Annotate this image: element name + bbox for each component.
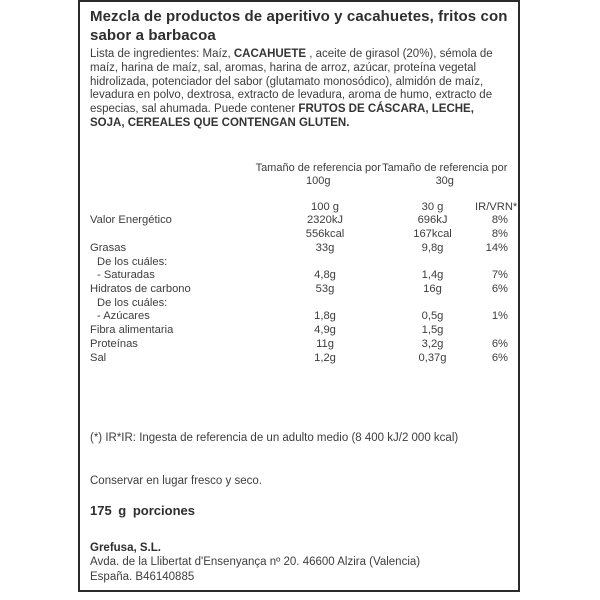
ingredients-intro: Lista de ingredientes: Maíz, — [90, 48, 234, 60]
manufacturer-address: Avda. de la Llibertat d'Ensenyança nº 20. 46600 Alzira (Valencia) — [90, 556, 421, 569]
reference-size-100g — [255, 162, 382, 188]
table-row-fat — [90, 242, 508, 256]
row-label: Sal — [90, 351, 107, 364]
row-value-ir: 7% — [491, 269, 508, 282]
row-value-100g: 2320kJ — [306, 214, 344, 227]
ingredients-text — [90, 48, 508, 131]
row-value-30g: 167kcal — [413, 228, 452, 241]
row-value-30g: 1,4g — [421, 269, 444, 282]
header-ir-vrn: IR/VRN* — [475, 200, 518, 213]
table-row-sugars — [90, 310, 508, 324]
row-value-100g: 33g — [315, 241, 335, 254]
row-label: - Saturadas — [97, 269, 155, 282]
row-value-30g: 0,37g — [418, 351, 447, 364]
reference-size-100g-line1: Tamaño de referencia por — [255, 161, 381, 174]
row-value-30g: 1,5g — [421, 324, 444, 337]
header-100g: 100 g — [311, 200, 339, 213]
storage-instructions: Conservar en lugar fresco y seco. — [90, 475, 262, 488]
row-value-30g — [390, 297, 475, 311]
product-label — [78, 0, 520, 592]
row-value-30g: 0,5g — [421, 310, 444, 323]
row-value-ir — [475, 256, 508, 270]
row-value-100g: 1,2g — [314, 351, 336, 364]
row-value-100g: 4,8g — [314, 269, 336, 282]
row-label: Valor Energético — [90, 214, 172, 227]
table-row-carbohydrate — [90, 283, 508, 297]
table-row-saturates — [90, 269, 508, 283]
row-value-30g — [390, 256, 475, 270]
row-value-100g — [260, 256, 390, 270]
row-value-ir: 8% — [491, 228, 508, 241]
row-value-30g: 696kJ — [417, 214, 448, 227]
row-value-100g: 556kcal — [305, 228, 345, 241]
row-value-30g: 3,2g — [421, 337, 444, 350]
row-label: De los cuáles: — [97, 255, 168, 268]
table-row-salt — [90, 352, 508, 366]
manufacturer-name: Grefusa, S.L. — [90, 542, 161, 555]
table-row-fat-of-which — [90, 256, 508, 270]
reference-intake-footnote: (*) IR*IR: Ingesta de referencia de un adulto medio (8 400 kJ/2 000 kcal) — [90, 432, 459, 445]
portion-size: 175 g porciones — [90, 503, 195, 519]
row-value-100g — [260, 297, 390, 311]
row-label: Fibra alimentaria — [90, 324, 174, 337]
reference-size-100g-line2: 100g — [306, 174, 331, 187]
reference-size-30g-line2: 30g — [435, 174, 454, 187]
product-title: Mezcla de productos de aperitivo y cacahuetes, fritos con sabor a barbacoa — [90, 8, 508, 44]
row-value-ir: 14% — [485, 241, 508, 254]
row-value-ir — [475, 324, 508, 338]
table-row-energy-kcal — [90, 228, 508, 242]
row-label: Proteínas — [90, 337, 138, 350]
row-label: - Azúcares — [97, 310, 150, 323]
row-value-100g: 1,8g — [314, 310, 336, 323]
row-value-ir — [475, 297, 508, 311]
row-value-ir: 1% — [491, 310, 508, 323]
reference-size-headers — [255, 162, 508, 188]
row-value-ir: 6% — [491, 351, 508, 364]
row-label: Grasas — [90, 241, 127, 254]
table-row-fibre — [90, 324, 508, 338]
row-value-30g: 9,8g — [421, 241, 444, 254]
row-value-ir: 6% — [491, 283, 508, 295]
row-value-100g: 11g — [316, 337, 334, 350]
row-value-100g: 53g — [315, 283, 335, 295]
reference-size-30g — [382, 162, 509, 188]
table-row-energy-kj — [90, 214, 508, 228]
row-value-100g: 4,9g — [314, 324, 336, 337]
nutrition-table — [90, 200, 518, 365]
table-header-row — [90, 200, 518, 215]
reference-size-30g-line1: Tamaño de referencia por — [382, 161, 508, 174]
row-label — [90, 228, 260, 242]
table-row-carb-of-which — [90, 297, 508, 311]
table-row-protein — [90, 338, 508, 352]
header-label — [90, 201, 260, 215]
row-value-ir: 8% — [491, 214, 508, 227]
row-value-ir: 6% — [491, 337, 508, 350]
header-30g: 30 g — [421, 200, 444, 213]
row-value-30g: 16g — [423, 283, 442, 295]
manufacturer-country-id: España. B46140885 — [90, 570, 195, 583]
allergen-traces: FRUTOS DE CÁSCARA, LECHE, SOJA, CEREALES QUE CONTENGAN GLUTEN. — [90, 103, 474, 129]
row-label: Hidratos de carbono — [90, 283, 191, 295]
ingredients-body: , aceite de girasol (20%), sémola de maíz, harina de maíz, sal, aromas, harina de arroz, azúcar, proteína vegetal hidrolizada, potenciador del sabor (glutamato monosódico), almidón de maíz, levadura en polvo, dextrosa, extracto de levadura, aroma de humo, extracto de especias, sal ahumada. Puede contener — [90, 48, 493, 116]
allergen-cacahuete: CACAHUETE — [233, 48, 307, 60]
row-label: De los cuáles: — [97, 296, 168, 309]
